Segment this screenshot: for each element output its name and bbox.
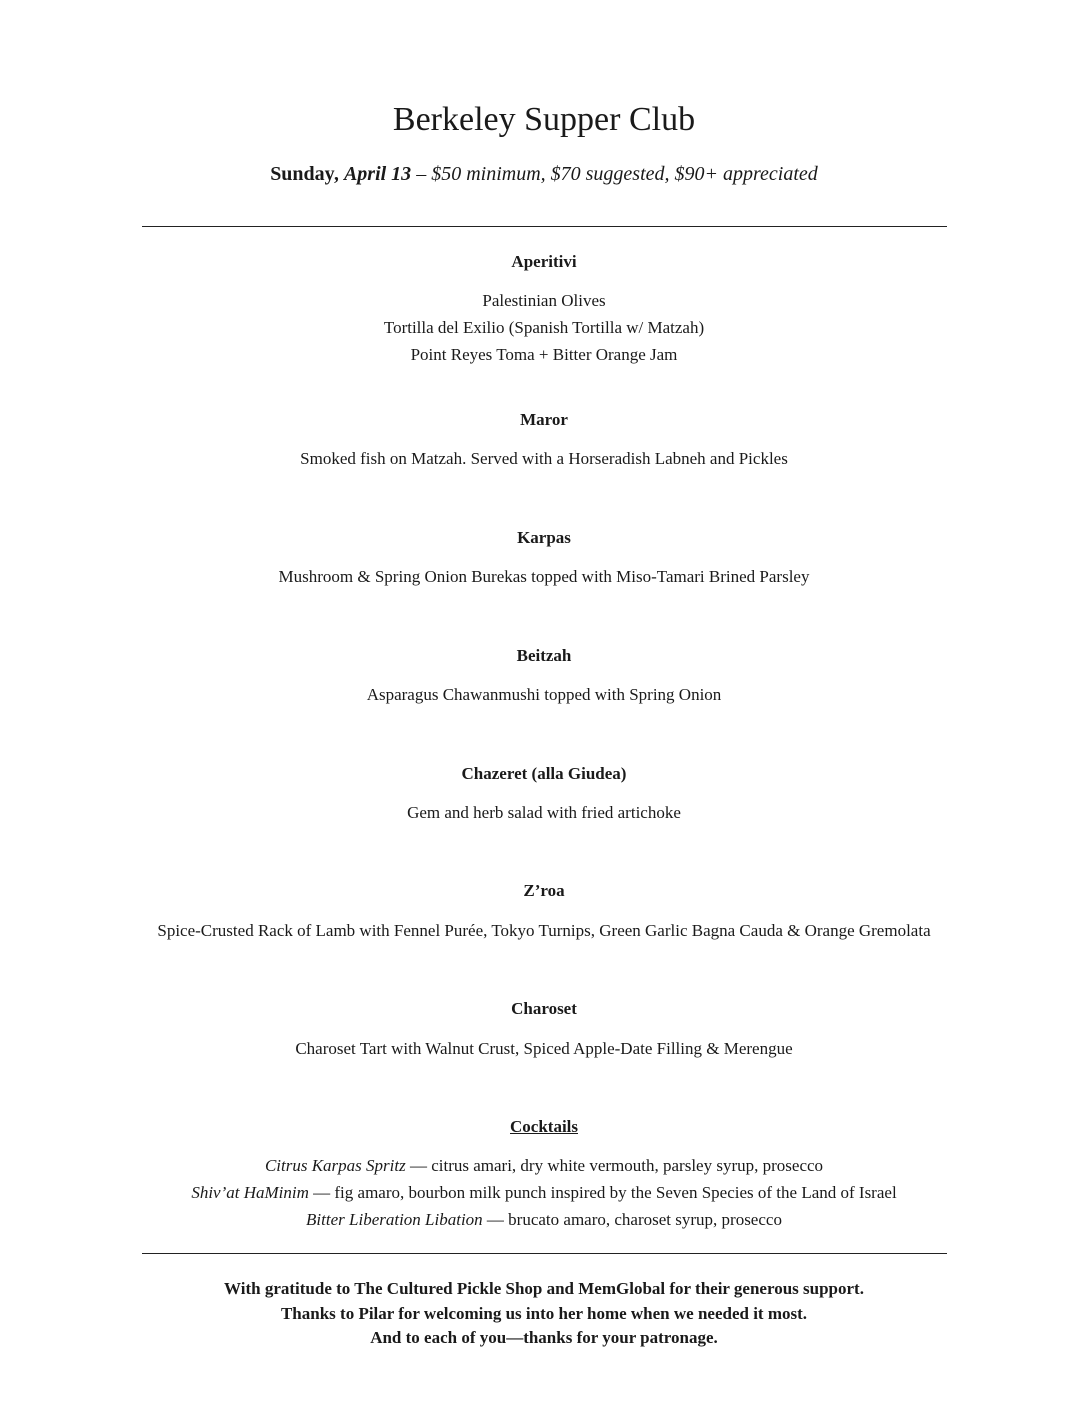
menu-item: Mushroom & Spring Onion Burekas topped with Miso-Tamari Brined Parsley [278, 567, 810, 586]
footer-thanks-line: Thanks to Pilar for welcoming us into her home when we needed it most. [280, 1304, 808, 1323]
section-heading-aperitivi: Aperitivi [511, 252, 577, 271]
cocktail-description: — brucato amaro, charoset syrup, prosecco [482, 1210, 782, 1229]
section-heading-chazeret: Chazeret (alla Giudea) [461, 764, 627, 783]
menu-item: Gem and herb salad with fried artichoke [407, 803, 681, 822]
event-day: Sunday [270, 163, 335, 185]
menu-item: Spice-Crusted Rack of Lamb with Fennel Purée, Tokyo Turnips, Green Garlic Bagna Cauda & Orange Gremolata [157, 921, 931, 940]
cocktail-name: Shiv’at HaMinim [191, 1183, 309, 1202]
menu-item: Asparagus Chawanmushi topped with Spring Onion [366, 685, 722, 704]
section-heading-cocktails: Cocktails [510, 1117, 578, 1136]
section-heading-charoset: Charoset [511, 999, 577, 1018]
menu-item: Tortilla del Exilio (Spanish Tortilla w/ Matzah) [383, 318, 705, 337]
cocktail-item [0, 1206, 1088, 1233]
footer-thanks-line: And to each of you—thanks for your patronage. [370, 1328, 718, 1347]
section-heading-maror: Maror [520, 410, 568, 429]
cocktail-item [0, 1179, 1088, 1206]
menu-item: Palestinian Olives [482, 291, 606, 310]
top-divider [142, 226, 947, 227]
cocktail-name: Bitter Liberation Libation [306, 1210, 483, 1229]
menu-item: Smoked fish on Matzah. Served with a Horseradish Labneh and Pickles [300, 449, 788, 468]
menu-item: Point Reyes Toma + Bitter Orange Jam [410, 345, 678, 364]
bottom-divider [142, 1253, 947, 1254]
cocktail-name: Citrus Karpas Spritz [264, 1156, 406, 1175]
event-date-pricing [0, 161, 1088, 187]
event-comma: , [334, 163, 340, 185]
section-heading-karpas: Karpas [517, 528, 571, 547]
footer-thanks-line: With gratitude to The Cultured Pickle Shop and MemGlobal for their generous support. [224, 1279, 864, 1298]
cocktail-item [0, 1152, 1088, 1179]
cocktail-description: — citrus amari, dry white vermouth, parsley syrup, prosecco [405, 1156, 824, 1175]
event-date: April 13 [339, 163, 412, 185]
page-title: Berkeley Supper Club [392, 101, 696, 138]
section-heading-beitzah: Beitzah [516, 646, 572, 665]
cocktail-description: — fig amaro, bourbon milk punch inspired by the Seven Species of the Land of Israel [308, 1183, 897, 1202]
section-heading-zroa: Z’roa [523, 881, 565, 900]
event-pricing: – $50 minimum, $70 suggested, $90+ appreciated [411, 163, 818, 185]
menu-item: Charoset Tart with Walnut Crust, Spiced Apple-Date Filling & Merengue [295, 1039, 793, 1058]
